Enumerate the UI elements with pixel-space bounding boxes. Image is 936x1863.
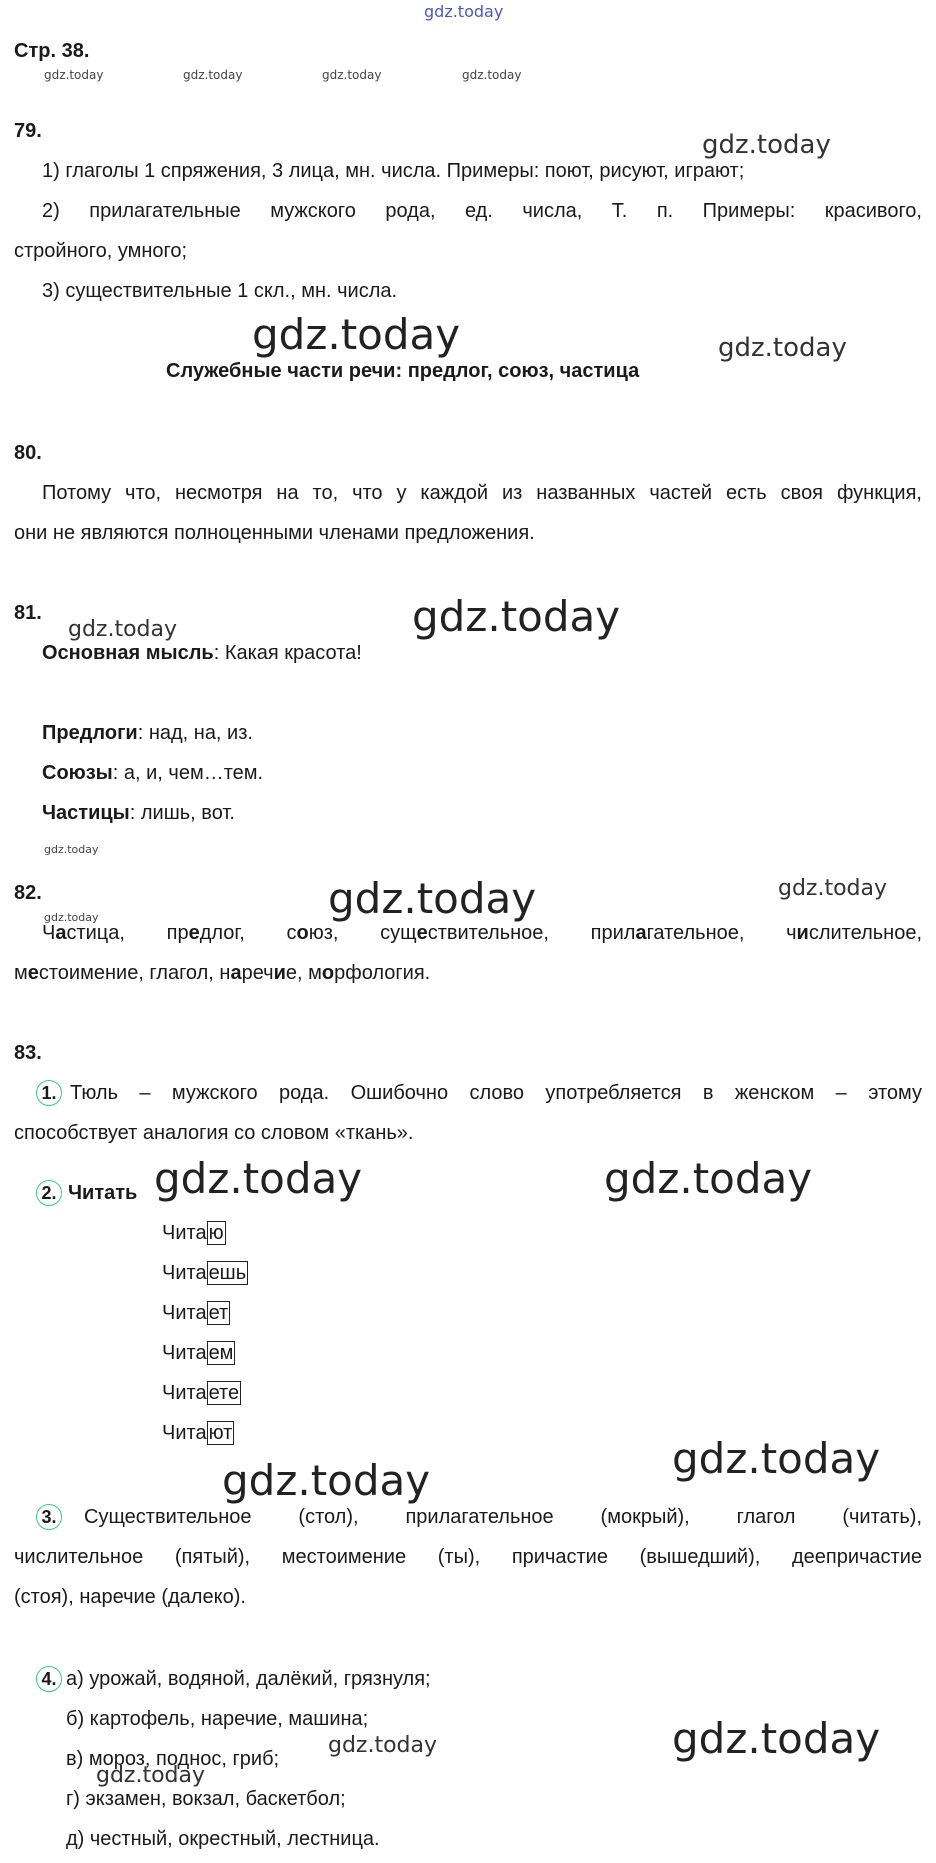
ex83-p4-a: а) урожай, водяной, далёкий, грязнуля; (66, 1668, 431, 1690)
watermark: gdz.today (154, 1154, 363, 1203)
ex79-item3: 3) существительные 1 скл., мн. числа. (42, 280, 398, 302)
ex83-p3-line2: числительное (пятый), местоимение (ты), причастие (вышедший), деепричастие (14, 1546, 922, 1568)
conjugation-row: Чита ет (162, 1302, 229, 1324)
watermark: gdz.today (322, 68, 382, 82)
ex82-line2: местоимение, глагол, наречие, морфология. (14, 962, 431, 984)
ex80-line2: они не являются полноценными членами предложения. (14, 522, 535, 544)
exercise-number: 80. (14, 442, 42, 464)
watermark: gdz.today (718, 333, 847, 363)
watermark: gdz.today (702, 130, 831, 160)
ex81-main-thought (42, 642, 362, 665)
watermark: gdz.today (222, 1456, 431, 1505)
watermark: gdz.today (672, 1434, 881, 1483)
ex79-item2-line2: стройного, умного; (14, 240, 188, 262)
watermark: gdz.today (778, 876, 888, 901)
label: Частицы (42, 802, 130, 824)
ex83-badge-1: 1. (36, 1080, 62, 1106)
exercise-number: 82. (14, 882, 42, 904)
watermark: gdz.today (412, 592, 621, 641)
watermark: gdz.today (604, 1154, 813, 1203)
label: Предлоги (42, 722, 138, 744)
page-title: Стр. 38. (14, 40, 90, 62)
watermark: gdz.today (252, 310, 461, 359)
value: : а, и, чем…тем. (112, 762, 264, 784)
label: Союзы (42, 762, 113, 784)
ex83-p1-line1: Тюль – мужского рода. Ошибочно слово употребляется в женском – этому (70, 1082, 922, 1104)
watermark: gdz.today (328, 874, 537, 923)
label: Основная мысль (42, 642, 214, 664)
watermark: gdz.today (96, 1763, 206, 1788)
watermark: gdz.today (328, 1733, 438, 1758)
conjugation-row: Чита ю (162, 1222, 224, 1244)
ex82-line1: Частица, предлог, союз, существительное, прилагательное, числительное, (42, 922, 923, 944)
exercise-number: 81. (14, 602, 42, 624)
watermark-top: gdz.today (424, 2, 504, 21)
ex83-p1-line2: способствует аналогия со словом «ткань». (14, 1122, 414, 1144)
ex79-heading: Служебные части речи: предлог, союз, частица (166, 360, 640, 382)
ex81-particles (42, 802, 235, 825)
conjugation-row: Чита ем (162, 1342, 234, 1364)
ex81-conjunctions (42, 762, 263, 785)
ex83-p4-d: д) честный, окрестный, лестница. (66, 1828, 380, 1850)
exercise-number: 79. (14, 120, 42, 142)
watermark: gdz.today (672, 1714, 881, 1763)
conjugation-row: Чита ете (162, 1382, 240, 1404)
ex83-badge-2: 2. (36, 1180, 62, 1206)
exercise-number: 83. (14, 1042, 42, 1064)
ex83-p3-line1: Существительное (стол), прилагательное (мокрый), глагол (читать), (84, 1506, 922, 1528)
ex83-p4-v: в) мороз, поднос, гриб; (66, 1748, 280, 1770)
ex83-p4-g: г) экзамен, вокзал, баскетбол; (66, 1788, 346, 1810)
conjugation-row: Чита ешь (162, 1262, 247, 1284)
watermark: gdz.today (44, 911, 99, 924)
conjugation-row: Чита ют (162, 1422, 233, 1444)
ex83-badge-3: 3. (36, 1504, 62, 1530)
watermark: gdz.today (44, 843, 99, 856)
value: : над, на, из. (137, 722, 253, 744)
ex79-item1: 1) глаголы 1 спряжения, 3 лица, мн. числа. Примеры: поют, рисуют, играют; (42, 160, 745, 182)
ex83-p3-line3: (стоя), наречие (далеко). (14, 1586, 246, 1608)
ex83-p4-b: б) картофель, наречие, машина; (66, 1708, 369, 1730)
ex81-prepositions (42, 722, 253, 745)
ex80-line1: Потому что, несмотря на то, что у каждой из названных частей есть своя функция, (42, 482, 922, 504)
watermark: gdz.today (183, 68, 243, 82)
ex83-p2-title: Читать (68, 1182, 138, 1204)
watermark: gdz.today (462, 68, 522, 82)
ex79-item2-line1: 2) прилагательные мужского рода, ед. числа, Т. п. Примеры: красивого, (42, 200, 922, 222)
value: : Какая красота! (213, 642, 362, 664)
watermark: gdz.today (44, 68, 104, 82)
value: : лишь, вот. (129, 802, 235, 824)
ex83-badge-4: 4. (36, 1666, 62, 1692)
watermark: gdz.today (68, 617, 178, 642)
